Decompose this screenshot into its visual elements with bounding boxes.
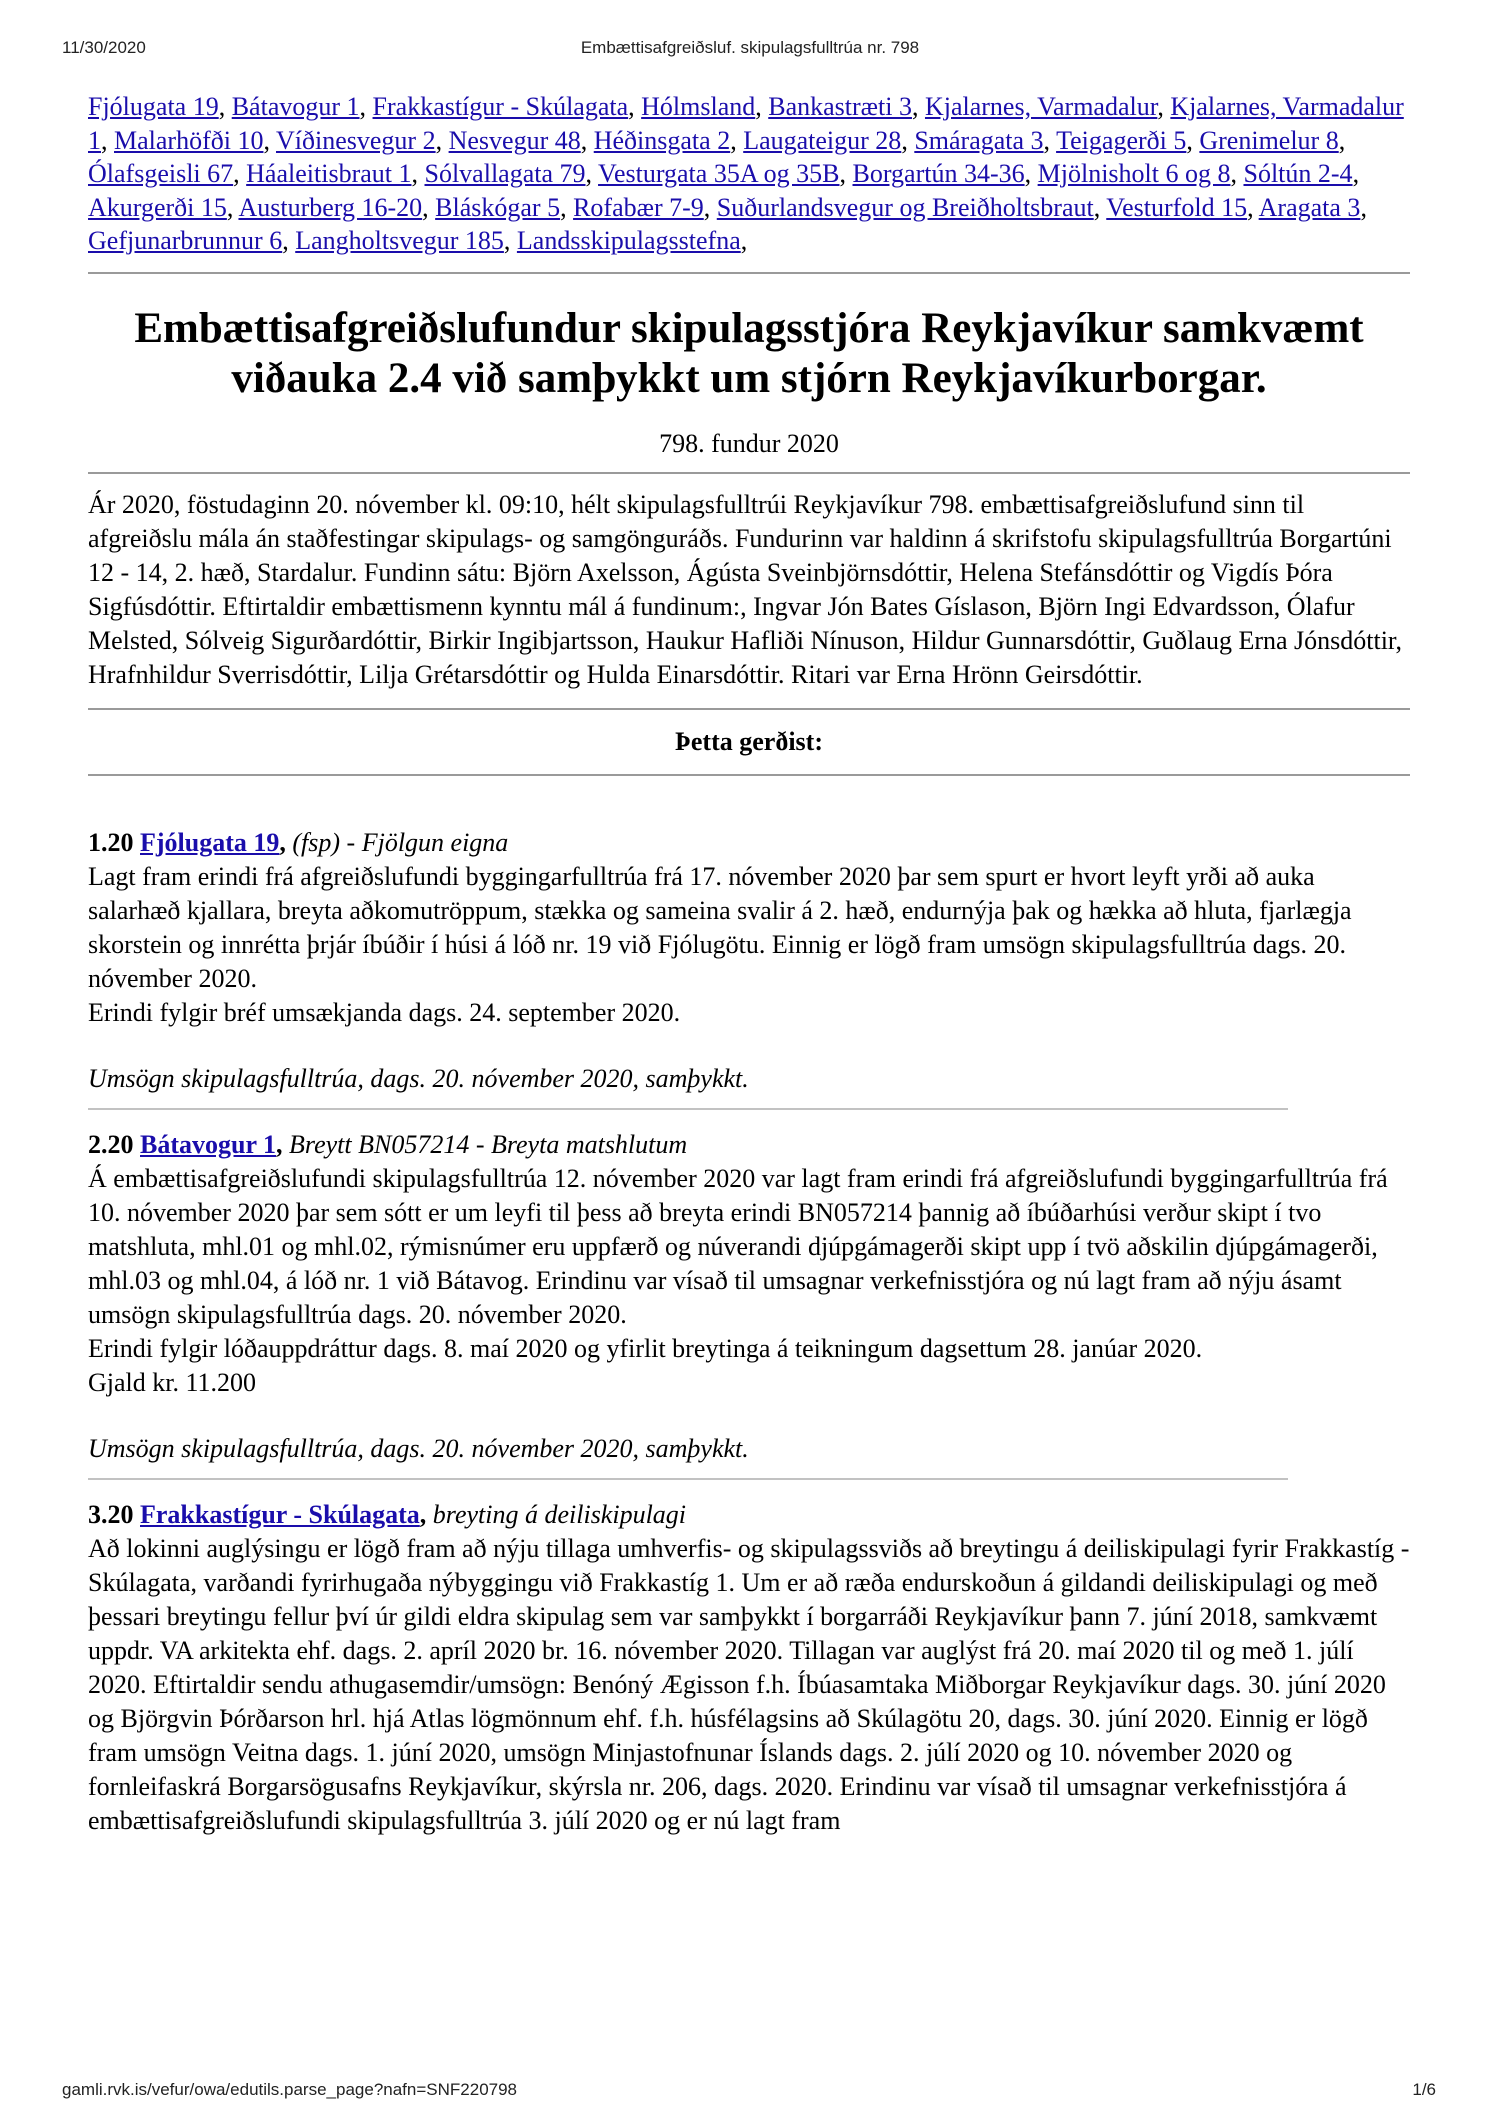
address-link[interactable]: Teigagerði 5	[1056, 125, 1187, 155]
case-number: 2.20	[88, 1129, 134, 1159]
case-heading: 3.20 Frakkastígur - Skúlagata, breyting á deiliskipulagi	[88, 1499, 687, 1529]
address-link[interactable]: Bankastræti 3	[768, 92, 912, 121]
address-link[interactable]: Aragata 3	[1258, 192, 1361, 222]
section-heading: Þetta gerðist:	[675, 726, 823, 756]
address-link[interactable]: Nesvegur 48	[448, 125, 581, 155]
page-title-line-2: viðauka 2.4 við samþykkt um stjórn Reykjavíkurborgar.	[231, 354, 1267, 402]
case-verdict: Umsögn skipulagsfulltrúa, dags. 20. nóvember 2020, samþykkt.	[88, 1063, 749, 1093]
case-address-link[interactable]: Frakkastígur - Skúlagata	[140, 1499, 420, 1529]
address-link-list: Fjólugata 19, Bátavogur 1, Frakkastígur - Skúlagata, Hólmsland, Bankastræti 3, Kjalarnes, Varmadalur, Kjalarnes, Varmadalur 1, Malarhöfði 10, Víðinesvegur 2, Nesvegur 48, Héðinsgata 2, Laugateigur 28, Smáragata 3, Teigagerði 5, Grenimelur 8, Ólafsgeisli 67, Háaleitisbraut 1, Sólvallagata 79, Vesturgata 35A og 35B, Borgartún 34-36, Mjölnisholt 6 og 8, Sóltún 2-4, Akurgerði 15, Austurberg 16-20, Bláskógar 5, Rofabær 7-9, Suðurlandsvegur og Breiðholtsbraut, Vesturfold 15, Aragata 3, Gefjunarbrunnur 6, Langholtsvegur 185, Landsskipulagsstefna,	[88, 92, 1404, 255]
print-header	[0, 0, 1500, 57]
address-link[interactable]: Kjalarnes, Varmadalur	[924, 92, 1158, 121]
page-number: 1/6	[1412, 2080, 1436, 2099]
case-subject: (fsp) - Fjölgun eigna	[292, 827, 509, 857]
address-link[interactable]: Borgartún 34-36	[852, 159, 1025, 188]
case-text: Á embættisafgreiðslufundi skipulagsfulltrúa 12. nóvember 2020 var lagt fram erindi frá afgreiðslufundi byggingarfulltrúa frá 10. nóvember 2020 þar sem sótt er um leyfi til þess að breyta erindi BN057214 þannig að íbúðarhúsi verður skipt í tvo matshluta, mhl.01 og mhl.02, rýmisnúmer eru uppfærð og núverandi djúpgámagerði skipt upp í tvö aðskilin djúpgámagerði, mhl.03 og mhl.04, á lóð nr. 1 við Bátavog. Erindinu var vísað til umsagnar verkefnisstjóra og nú lagt fram að nýju ásamt umsögn skipulagsfulltrúa dags. 20. nóvember 2020.	[88, 1163, 1388, 1329]
case-text: Erindi fylgir lóðauppdráttur dags. 8. maí 2020 og yfirlit breytinga á teikningum dagsettum 28. janúar 2020.	[88, 1333, 1203, 1363]
page-title-line-1: Embættisafgreiðslufundur skipulagsstjóra Reykjavíkur samkvæmt	[134, 304, 1364, 352]
case-heading: 2.20 Bátavogur 1, Breytt BN057214 - Breyta matshlutum	[88, 1129, 688, 1159]
address-link[interactable]: Rofabær 7-9	[573, 192, 704, 222]
print-url: gamli.rvk.is/vefur/owa/edutils.parse_page?nafn=SNF220798	[62, 2080, 518, 2099]
case-number: 3.20	[88, 1499, 134, 1529]
case-number: 1.20	[88, 827, 134, 857]
address-link[interactable]: Mjölnisholt 6 og 8	[1037, 159, 1231, 188]
address-link[interactable]: Landsskipulagsstefna	[516, 226, 741, 255]
address-link[interactable]: Bátavogur 1	[231, 92, 360, 121]
case-text: Gjald kr. 11.200	[88, 1367, 257, 1397]
address-link[interactable]: Víðinesvegur 2	[276, 125, 436, 155]
address-link[interactable]: Fjólugata 19	[88, 92, 219, 121]
case-text: Að lokinni auglýsingu er lögð fram að nýju tillaga umhverfis- og skipulagssviðs að breytingu á deiliskipulagi fyrir Frakkastíg - Skúlagata, varðandi fyrirhugaða nýbyggingu við Frakkastíg 1. Um er að ræða endurskoðun á gildandi deiliskipulagi og með þessari breytingu fellur því úr gildi eldra skipulag sem var samþykkt í borgarráði Reykjavíkur þann 7. júní 2018, samkvæmt uppdr. VA arkitekta ehf. dags. 2. apríl 2020 br. 16. nóvember 2020. Tillagan var auglýst frá 20. maí 2020 til og með 1. júlí 2020. Eftirtaldir sendu athugasemdir/umsögn: Benóný Ægisson f.h. Íbúasamtaka Miðborgar Reykjavíkur dags. 30. júní 2020 og Björgvin Þórðarson hrl. hjá Atlas lögmönnum ehf. f.h. húsfélagsins að Skúlagötu 20, dags. 30. júní 2020. Einnig er lögð fram umsögn Veitna dags. 1. júní 2020, umsögn Minjastofnunar Íslands dags. 2. júlí 2020 og 10. nóvember 2020 og fornleifaskrá Borgarsögusafns Reykjavíkur, skýrsla nr. 206, dags. 2020. Erindinu var vísað til umsagnar verkefnisstjóra á embættisafgreiðslufundi skipulagsfulltrúa 3. júlí 2020 og er nú lagt fram	[88, 1533, 1410, 1835]
address-link[interactable]: Ólafsgeisli 67	[88, 159, 234, 188]
address-link[interactable]: Vesturfold 15	[1106, 192, 1248, 222]
case-address-link[interactable]: Bátavogur 1	[140, 1129, 277, 1159]
meeting-number: 798. fundur 2020	[659, 428, 839, 458]
address-link[interactable]: Háaleitisbraut 1	[246, 159, 412, 188]
address-link[interactable]: Grenimelur 8	[1199, 125, 1339, 155]
address-link[interactable]: Vesturgata 35A og 35B	[598, 159, 840, 188]
address-link[interactable]: Suðurlandsvegur og Breiðholtsbraut	[716, 192, 1094, 222]
address-link[interactable]: Langholtsvegur 185	[295, 226, 504, 255]
address-link[interactable]: Malarhöfði 10	[114, 125, 264, 155]
case-item	[88, 1128, 1410, 1498]
case-heading: 1.20 Fjólugata 19, (fsp) - Fjölgun eigna	[88, 827, 509, 857]
case-list	[88, 826, 1410, 1838]
address-link[interactable]: Sólvallagata 79	[424, 159, 586, 188]
case-verdict: Umsögn skipulagsfulltrúa, dags. 20. nóvember 2020, samþykkt.	[88, 1433, 749, 1463]
address-link[interactable]: Héðinsgata 2	[593, 125, 731, 155]
page-content	[88, 90, 1410, 1838]
page-title	[88, 304, 1410, 404]
address-link[interactable]: Frakkastígur - Skúlagata	[372, 92, 629, 121]
address-link[interactable]: Akurgerði 15	[88, 192, 227, 222]
address-link[interactable]: Austurberg 16-20	[238, 192, 423, 222]
case-text: Erindi fylgir bréf umsækjanda dags. 24. september 2020.	[88, 997, 681, 1027]
address-link[interactable]: Gefjunarbrunnur 6	[88, 226, 283, 255]
case-subject: breyting á deiliskipulagi	[432, 1499, 687, 1529]
case-item	[88, 1498, 1410, 1838]
print-date: 11/30/2020	[62, 38, 146, 57]
address-link[interactable]: Laugateigur 28	[743, 125, 902, 155]
case-text: Lagt fram erindi frá afgreiðslufundi byggingarfulltrúa frá 17. nóvember 2020 þar sem spurt er hvort leyft yrði að auka salarhæð kjallara, breyta aðkomutröppum, stækka og sameina svalir á 2. hæð, endurnýja þak og hækka að hluta, fjarlægja skorstein og innrétta þrjár íbúðir í húsi á lóð nr. 19 við Fjólugötu. Einnig er lögð fram umsögn skipulagsfulltrúa dags. 20. nóvember 2020.	[88, 861, 1352, 993]
case-subject: Breytt BN057214 - Breyta matshlutum	[289, 1129, 688, 1159]
address-link[interactable]: Smáragata 3	[914, 125, 1044, 155]
address-link[interactable]: Kjalarnes, Varmadalur 1	[88, 92, 1404, 155]
case-address-link[interactable]: Fjólugata 19	[140, 827, 280, 857]
meeting-intro: Ár 2020, föstudaginn 20. nóvember kl. 09:10, hélt skipulagsfulltrúi Reykjavíkur 798. embættisafgreiðslufund sinn til afgreiðslu mála án staðfestingar skipulags- og samgönguráðs. Fundurinn var haldinn á skrifstofu skipulagsfulltrúa Borgartúni 12 - 14, 2. hæð, Stardalur. Fundinn sátu: Björn Axelsson, Ágústa Sveinbjörnsdóttir, Helena Stefánsdóttir og Vigdís Þóra Sigfúsdóttir. Eftirtaldir embættismenn kynntu mál á fundinum:, Ingvar Jón Bates Gíslason, Björn Ingi Edvardsson, Ólafur Melsted, Sólveig Sigurðardóttir, Birkir Ingibjartsson, Haukur Hafliði Nínuson, Hildur Gunnarsdóttir, Guðlaug Erna Jónsdóttir, Hrafnhildur Sverrisdóttir, Lilja Grétarsdóttir og Hulda Einarsdóttir. Ritari var Erna Hrönn Geirsdóttir.	[88, 489, 1403, 689]
case-item	[88, 826, 1410, 1128]
address-link[interactable]: Hólmsland	[641, 92, 756, 121]
address-link[interactable]: Sóltún 2-4	[1243, 159, 1353, 188]
address-link[interactable]: Bláskógar 5	[435, 192, 561, 222]
print-title: Embættisafgreiðsluf. skipulagsfulltrúa nr. 798	[580, 38, 920, 57]
